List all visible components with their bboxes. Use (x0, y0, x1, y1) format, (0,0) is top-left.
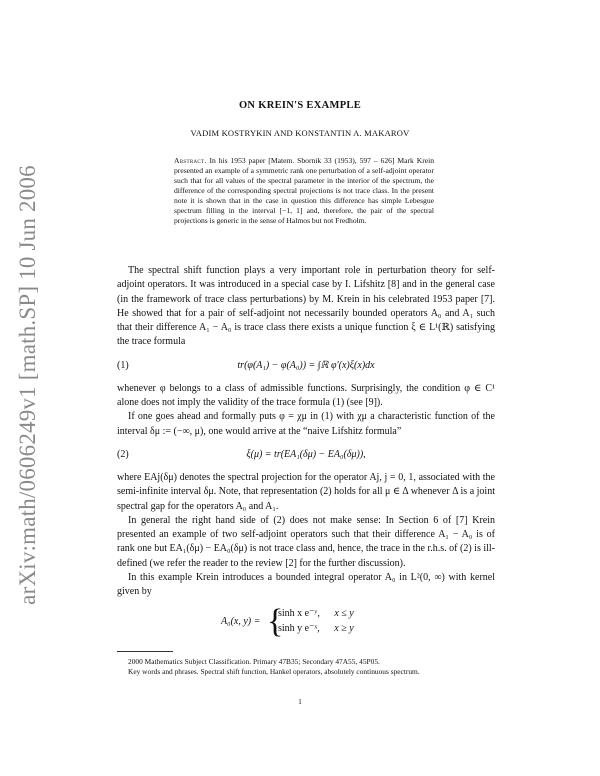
abstract-heading: Abstract. (174, 156, 207, 165)
equation-1-number: (1) (117, 359, 129, 371)
kernel-lhs: A₀(x, y) = (221, 615, 261, 627)
kernel-case-1-expr: sinh x e⁻ʸ, (278, 607, 320, 619)
paper-title: ON KREIN'S EXAMPLE (238, 100, 362, 111)
footnotes (117, 657, 495, 677)
arxiv-id-text: arXiv:math/0606249v1 [math.SP] 10 Jun 2006 (15, 165, 41, 605)
equation-2-number: (2) (117, 448, 129, 460)
paragraph-5: In general the right hand side of (2) does not make sense: In Section 6 of [7] Krein presented an example of two self-adjoint operators such that their difference A₁ − A₀ is of rank one but EA₁(δμ) − EA₀(δμ) is not trace class and, hence, the trace in the r.h.s. of (2) is ill-defined (we refer the reader to the review [2] for the further discussion). (117, 514, 495, 569)
left-brace: { (267, 602, 284, 640)
abstract (174, 156, 434, 226)
kernel-case-2 (278, 621, 354, 636)
arxiv-stamp (13, 165, 43, 605)
paragraph-6: In this example Krein introduces a bounded integral operator A₀ in L²(0, ∞) with kernel given by (117, 572, 495, 598)
paragraph-3: If one goes ahead and formally puts φ = χμ in (1) with χμ a characteristic function of the interval δμ := (−∞, μ), one would arrive at the “naive Lifshitz formula” (117, 411, 495, 437)
equation-1 (117, 354, 495, 378)
kernel-cases (278, 606, 354, 636)
kernel-case-1-condition: x ≤ y (334, 607, 354, 619)
paragraph-2: whenever φ belongs to a class of admissible functions. Surprisingly, the condition φ ∈ C¹ alone does not imply the validity of the trace formula (1) (see [9]). (117, 382, 495, 409)
paragraph-1: The spectral shift function plays a very important role in perturbation theory for self-adjoint operators. It was introduced in a special case by I. Lifshitz [8] and in the general case (in the framework of trace class perturbations) by M. Krein in his celebrated 1953 paper [7]. He showed that for a pair of self-adjoint not necessarily bounded operators A₀ and A₁ such that their difference A₁ − A₀ is trace class there exists a unique function ξ ∈ L¹(ℝ) satisfying the trace formula (117, 265, 495, 348)
footnote-msc: 2000 Mathematics Subject Classification. Primary 47B35; Secondary 47A55, 45P05. (128, 657, 380, 666)
equation-2 (117, 443, 495, 467)
paragraph-4: where EAj(δμ) denotes the spectral projection for the operator Aj, j = 0, 1, associated with the semi-infinite interval δμ. Note, that representation (2) holds for all μ ∈ Δ whenever Δ is a joint spectral gap for the operators A₀ and A₁. (117, 471, 495, 512)
abstract-text: In his 1953 paper [Matem. Sbornik 33 (1953), 597 – 626] Mark Krein presented an example of a symmetric rank one perturbation of a self-adjoint operator such that for all values of the spectral parameter in the interior of the spectrum, the difference of the corresponding spectral projections is not trace class. In the present note it is shown that in the case in question this difference has simple Lebesgue spectrum filling in the interval [−1, 1] and, therefore, the pair of the spectral projections is generic in the sense of Halmos but not Fredholm. (174, 156, 435, 225)
kernel-equation (117, 604, 495, 642)
kernel-case-2-condition: x ≥ y (334, 622, 354, 634)
equation-2-formula: ξ(μ) = tr(EA₁(δμ) − EA₀(δμ)), (246, 448, 366, 460)
paper-authors: VADIM KOSTRYKIN AND KONSTANTIN A. MAKAROV (190, 128, 410, 138)
footnote-rule (117, 651, 173, 652)
equation-1-formula: tr(φ(A₁) − φ(A₀)) = ∫ℝ φ′(x)ξ(x)dx (237, 359, 375, 371)
footnote-keywords: Key words and phrases. Spectral shift function, Hankel operators, absolutely continuous spectrum. (128, 667, 420, 676)
paper-body (117, 264, 495, 642)
kernel-case-1 (278, 606, 354, 621)
kernel-case-2-expr: sinh y e⁻ˣ, (278, 622, 320, 634)
page-number: 1 (298, 697, 302, 706)
